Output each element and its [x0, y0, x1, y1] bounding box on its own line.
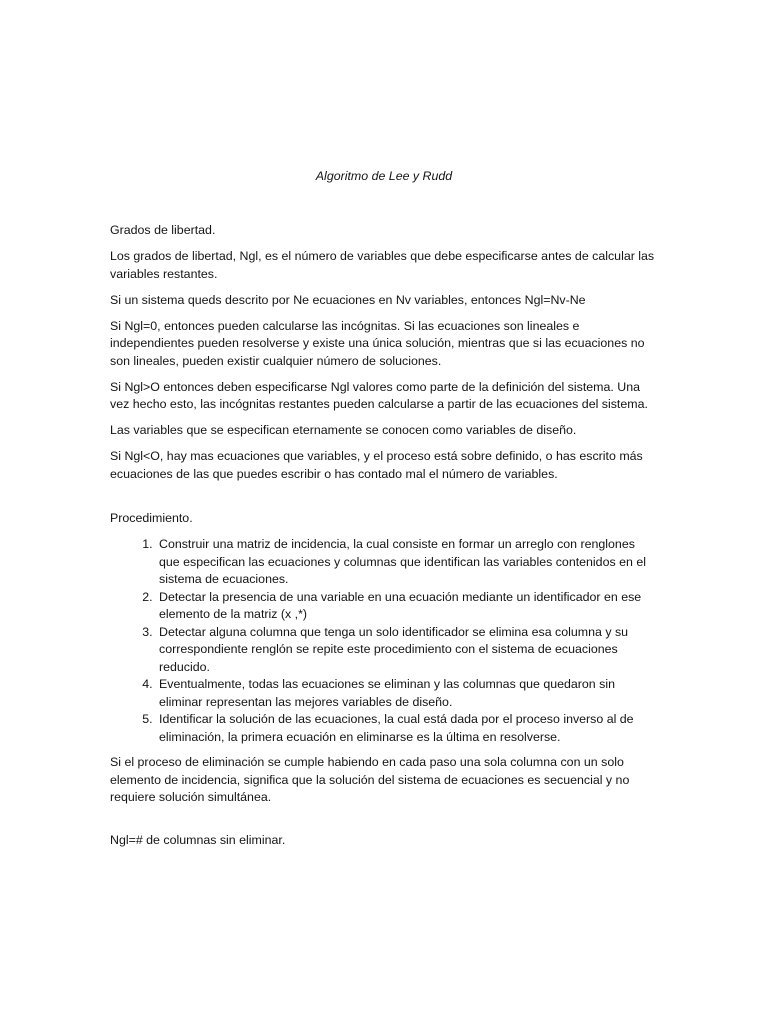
- paragraph-ngl-negative: Si Ngl<O, hay mas ecuaciones que variables, y el proceso está sobre definido, o has escrito más ecuaciones de las que puedes escribir o has contado mal el número de variables.: [110, 449, 643, 481]
- final-formula-line: Ngl=# de columnas sin eliminar.: [110, 832, 286, 847]
- paragraph-definition: Los grados de libertad, Ngl, es el número de variables que debe especificarse antes de calcular las variables restantes.: [110, 249, 655, 281]
- procedure-step: 4. Eventualmente, todas las ecuaciones se eliminan y las columnas que quedaron sin eliminar representan las mejores variables de diseño.: [156, 676, 658, 711]
- paragraph-closing: Si el proceso de eliminación se cumple habiendo en cada paso una sola columna con un solo elemento de incidencia, significa que la solución del sistema de ecuaciones es secuencial y no requiere solución simultánea.: [110, 755, 630, 804]
- procedure-step: 1. Construir una matriz de incidencia, la cual consiste en formar un arreglo con renglones que especifican las ecuaciones y columnas que identifican las variables contenidos en el sistema de ecuaciones.: [156, 536, 658, 589]
- procedure-step: 2. Detectar la presencia de una variable en una ecuación mediante un identificador en ese elemento de la matriz (x ,*): [156, 589, 658, 624]
- paragraph-design-variables: Las variables que se especifican eternamente se conocen como variables de diseño.: [110, 423, 577, 437]
- document-title: Algoritmo de Lee y Rudd: [315, 169, 453, 183]
- paragraph-formula: Si un sistema queds descrito por Ne ecuaciones en Nv variables, entonces Ngl=Nv-Ne: [110, 292, 586, 307]
- section-heading-procedimiento: Procedimiento.: [110, 511, 193, 525]
- procedure-list: [110, 536, 658, 746]
- document-body: [110, 222, 658, 858]
- section-heading-grados: Grados de libertad.: [110, 223, 216, 237]
- paragraph-ngl-zero: Si Ngl=0, entonces pueden calcularse las incógnitas. Si las ecuaciones son lineales e independientes pueden resolverse y existe una única solución, mientras que si las ecuaciones no son lineales, pueden existir cualquier número de soluciones.: [110, 318, 645, 368]
- procedure-step: 3. Detectar alguna columna que tenga un solo identificador se elimina esa columna y su correspondiente renglón se repite este procedimiento con el sistema de ecuaciones reducido.: [156, 624, 658, 677]
- procedure-step: 5. Identificar la solución de las ecuaciones, la cual está dada por el proceso inverso al de eliminación, la primera ecuación en eliminarse es la última en resolverse.: [156, 711, 658, 746]
- paragraph-ngl-positive: Si Ngl>O entonces deben especificarse Ngl valores como parte de la definición del sistema. Una vez hecho esto, las incógnitas restantes pueden calcularse a partir de las ecuaciones del sistema.: [110, 379, 648, 411]
